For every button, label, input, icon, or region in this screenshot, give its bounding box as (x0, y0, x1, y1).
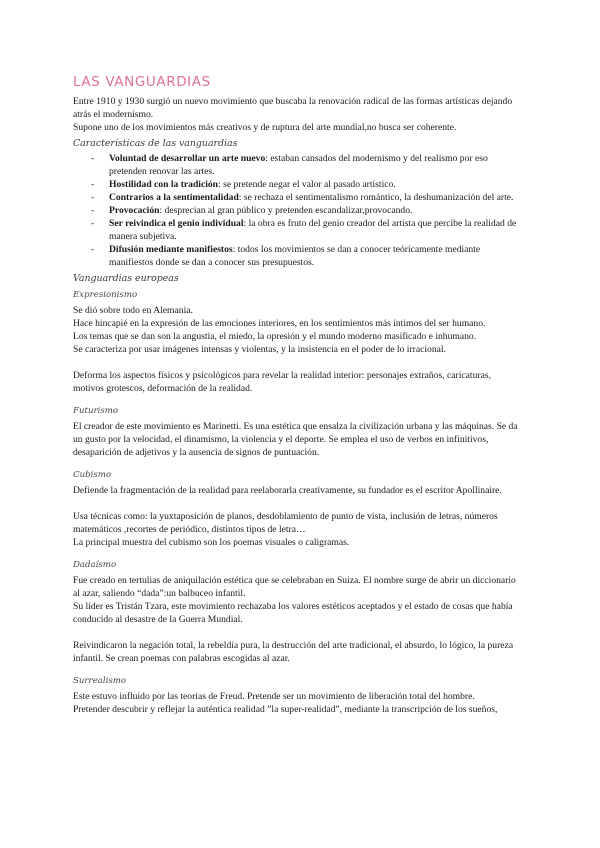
page-title: LAS VANGUARDIAS (73, 74, 211, 90)
item-text: : la obra es fruto del genio creador del artista que percibe la realidad de manera subjetiva. (109, 218, 517, 242)
item-bold: Difusión mediante manifiestos (109, 244, 233, 255)
item-text: : se rechaza el sentimentalismo romántico, la deshumanización del arte. (238, 192, 514, 203)
list-dash: - (91, 205, 95, 216)
list-dash: - (91, 244, 95, 255)
item-text: : se pretende negar el valor al pasado artístico. (218, 179, 396, 190)
list-item (91, 204, 522, 217)
caracteristicas-list (73, 152, 522, 269)
surrealismo-heading: Surrealismo (73, 676, 127, 686)
item-bold: Contrarios a la sentimentalidad (109, 192, 239, 203)
cubismo-heading: Cubismo (73, 470, 112, 480)
item-text: : desprecian al gran público y pretenden escandalizar,provocando. (159, 205, 413, 216)
expresionismo-line-4: Se caracteriza por usar imágenes intensas y violentas, y la insistencia en el poder de lo irracional. (73, 344, 446, 355)
item-bold: Provocación (109, 205, 160, 216)
cubismo-paragraph-3: La principal muestra del cubismo son los poemas visuales o caligramas. (73, 537, 350, 548)
list-item (91, 217, 522, 243)
dadaismo-paragraph-1: Fue creado en tertulias de aniquilación estética que se celebraban en Suiza. El nombre surge de abrir un diccionario al azar, saliendo “dada”:un balbuceo infantil. (73, 575, 516, 599)
list-dash: - (91, 192, 95, 203)
item-bold: Ser reivindica el genio individual (109, 218, 244, 229)
expresionismo-line-2: Hace hincapié en la expresión de las emociones interiores, en los sentimientos más íntimos del ser humano. (73, 318, 486, 329)
surrealismo-paragraph-1: Este estuvo influido por las teorías de Freud. Pretende ser un movimiento de liberación total del hombre. (73, 691, 475, 702)
item-text: : todos los movimientos se dan a conocer teóricamente mediante manifiestos donde se dan a conocer sus presupuestos. (109, 244, 481, 268)
item-text: : estaban cansados del modernismo y del realismo por eso pretenden renovar las artes. (109, 153, 488, 177)
list-item (91, 178, 522, 191)
list-dash: - (91, 153, 95, 164)
vanguardias-heading: Vanguardias europeas (73, 273, 179, 284)
dadaismo-paragraph-2: Su líder es Tristán Tzara, este movimiento rechazaba los valores estéticos aceptados y el estado de cosas que había conducido al desastre de la Guerra Mundial. (73, 601, 513, 625)
expresionismo-line-3: Los temas que se dan son la angustia, el miedo, la opresión y el mundo moderno masificado e inhumano. (73, 331, 477, 342)
list-item (91, 191, 522, 204)
list-item (91, 243, 522, 269)
cubismo-paragraph-2: Usa técnicas como: la yuxtaposición de planos, desdoblamiento de punto de vista, inclusión de letras, números matemáticos ,recortes de periódico, distintos tipos de letra… (73, 511, 498, 535)
dadaismo-heading: Dadaísmo (73, 560, 117, 570)
futurismo-heading: Futurismo (73, 406, 119, 416)
cubismo-paragraph-1: Defiende la fragmentación de la realidad para reelaborarla creativamente, su fundador es el escritor Apollinaire. (73, 485, 502, 496)
intro-line-2: Supone uno de los movimientos más creativos y de ruptura del arte mundial,no busca ser coherente. (73, 122, 457, 133)
expresionismo-paragraph-2: Deforma los aspectos físicos y psicológicos para revelar la realidad interior: personajes extraños, caricaturas, motivos grotescos, deformación de la realidad. (73, 370, 491, 394)
dadaismo-paragraph-3: Reivindicaron la negación total, la rebeldía pura, la destrucción del arte tradicional, el absurdo, lo lógico, la pureza infantil. Se crean poemas con palabras escogidas al azar. (73, 640, 514, 664)
surrealismo-paragraph-2: Pretender descubrir y reflejar la auténtica realidad ”la super-realidad”, mediante la transcripción de los sueños, (73, 704, 498, 715)
futurismo-paragraph: El creador de este movimiento es Marinetti. Es una estética que ensalza la civilización urbana y las máquinas. Se da un gusto por la velocidad, el dinamismo, la violencia y el deporte. Se emplea el uso de verbos en infinitivos, desaparición de adjetivos y la ausencia de signos de puntuación. (73, 421, 518, 458)
item-bold: Voluntad de desarrollar un arte nuevo (109, 153, 266, 164)
item-bold: Hostilidad con la tradición (109, 179, 219, 190)
expresionismo-heading: Expresionismo (73, 290, 138, 300)
list-dash: - (91, 218, 95, 229)
list-item (91, 152, 522, 178)
expresionismo-line-1: Se dió sobre todo en Alemania. (73, 305, 193, 316)
caracteristicas-heading: Características de las vanguardias (73, 138, 238, 149)
intro-line-1: Entre 1910 y 1930 surgió un nuevo movimiento que buscaba la renovación radical de las formas artísticas dejando atrás el modernismo. (73, 96, 513, 120)
list-dash: - (91, 179, 95, 190)
